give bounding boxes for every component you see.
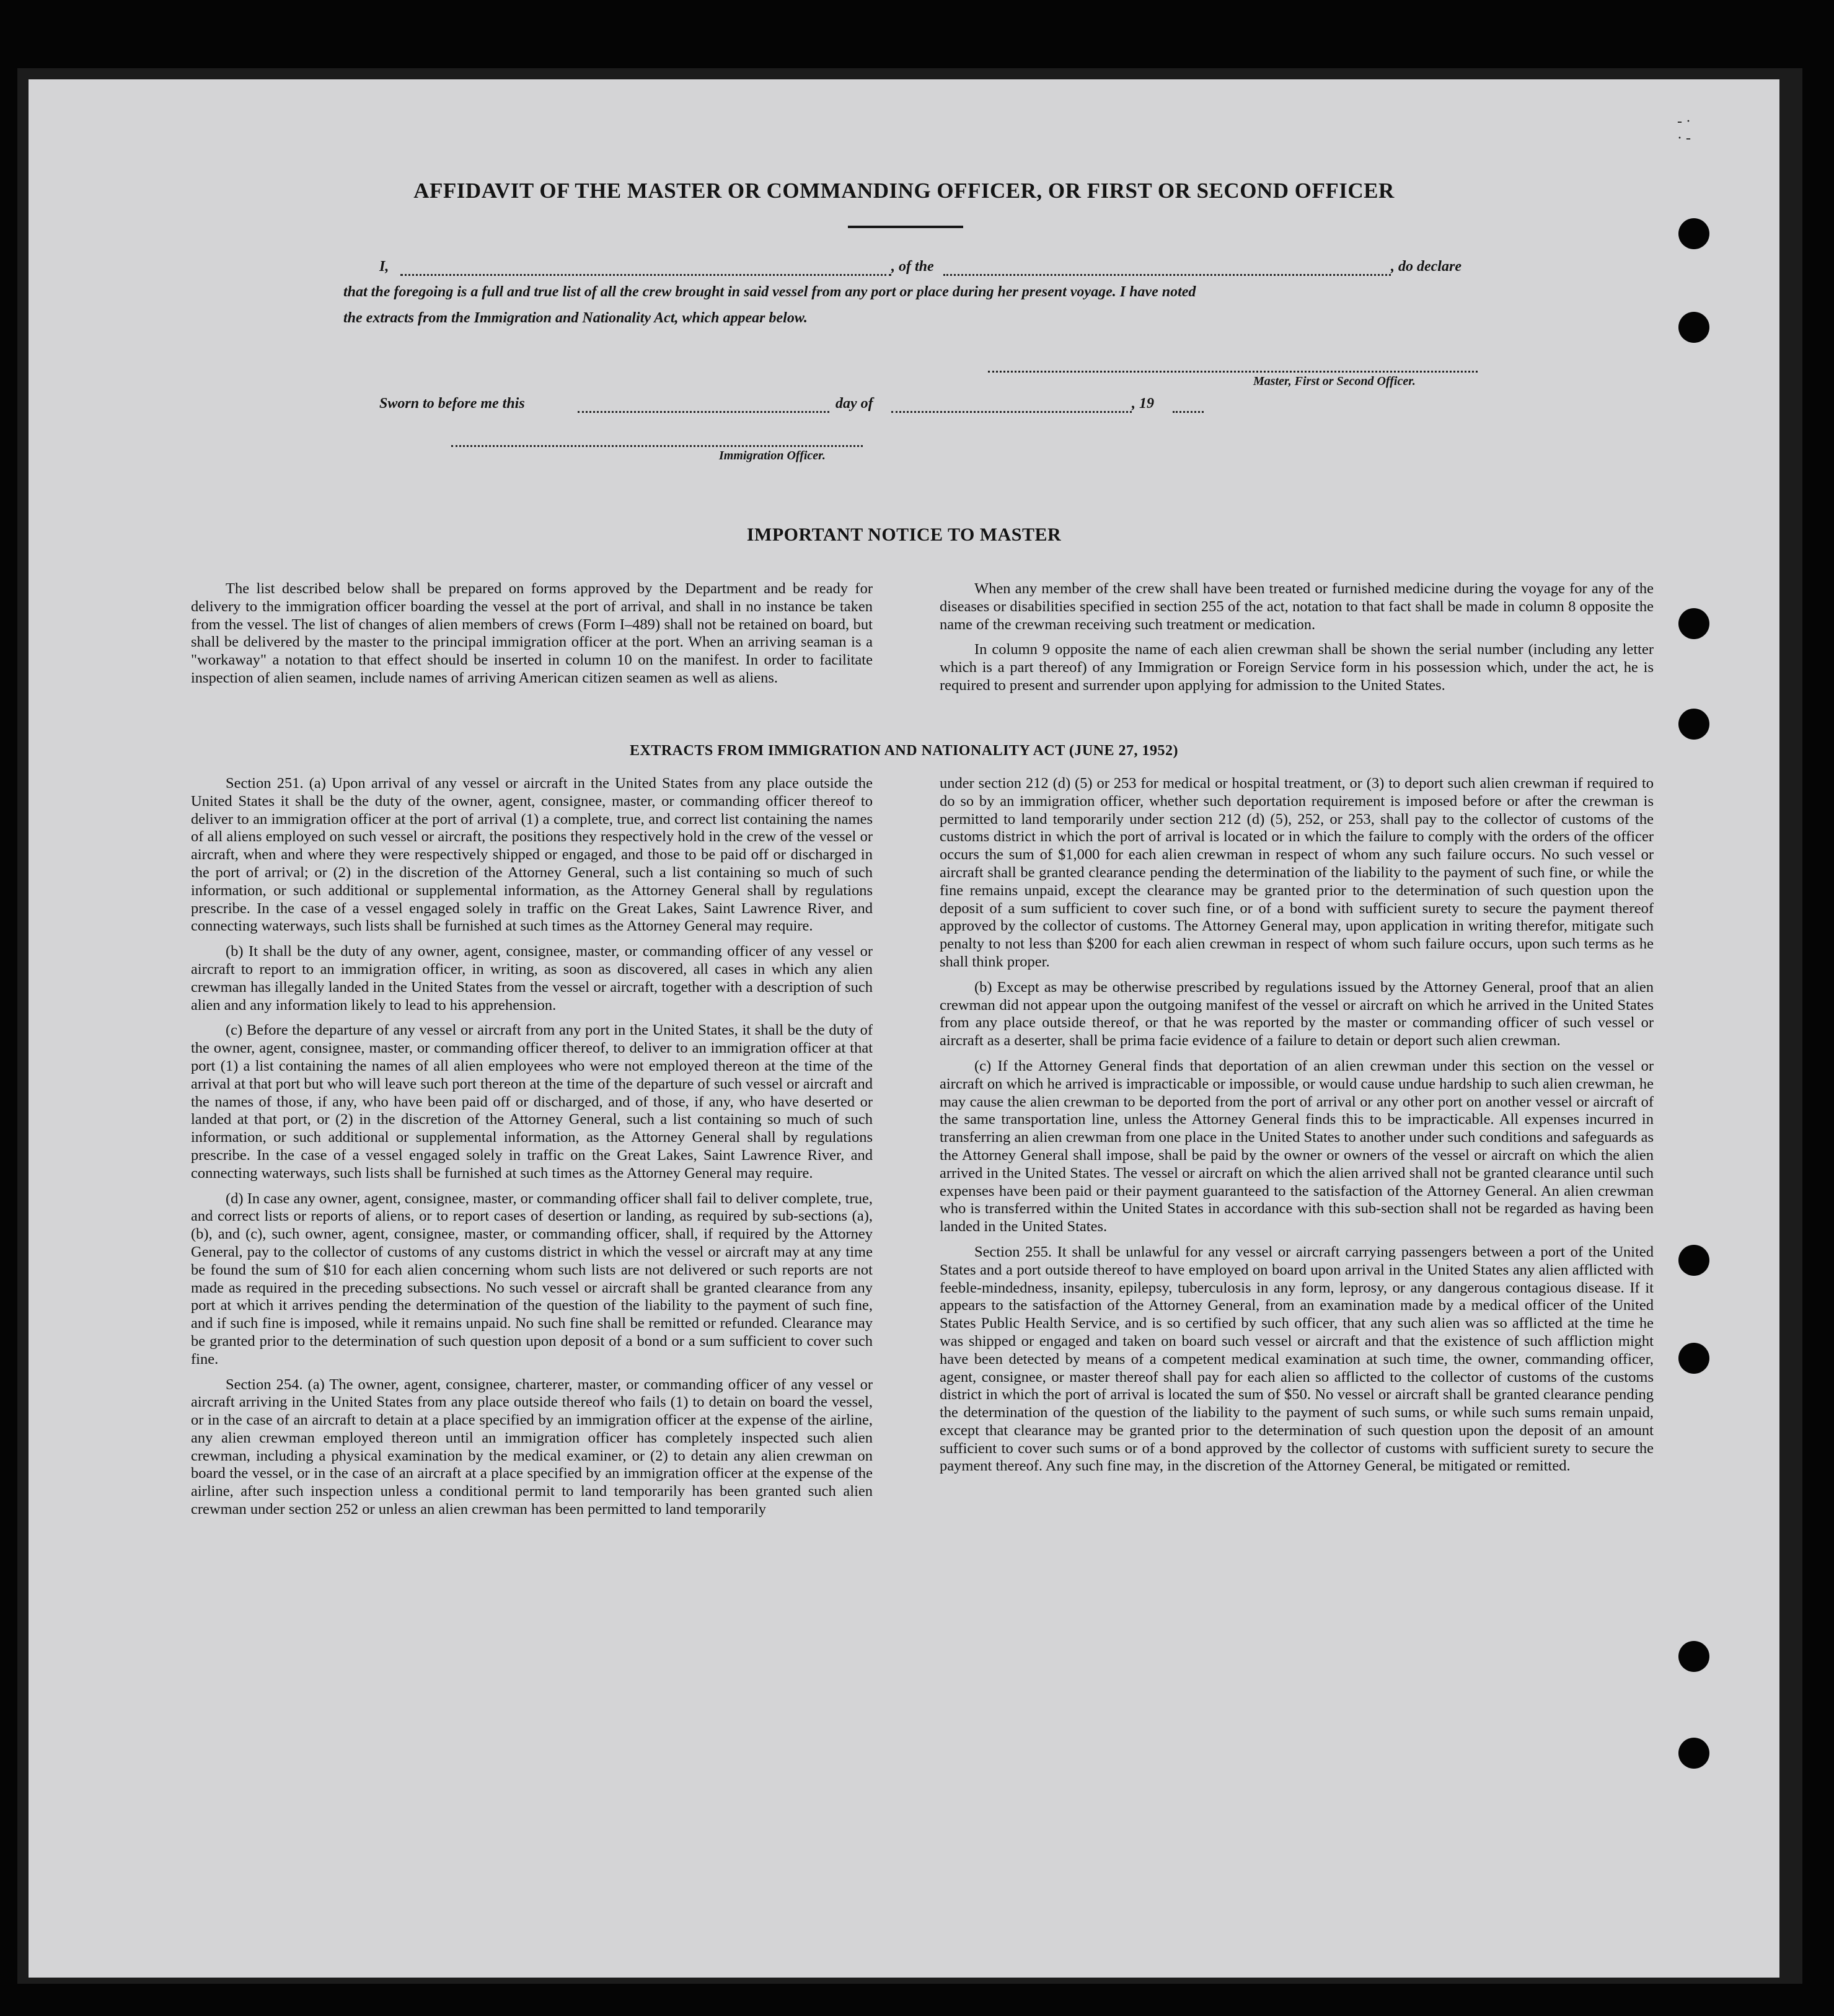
notice-right-paragraph-1: When any member of the crew shall have been treated or furnished medicine during the voyage for any of the diseases or disabilities specified in section 255 of the act, notation to that fact shall be made in column 8 opposite the name of the crewman receiving such treatment or medication. (940, 580, 1654, 633)
punch-hole (1678, 218, 1709, 249)
vessel-name-field[interactable] (943, 274, 1391, 276)
section-251-b: (b) It shall be the duty of any owner, agent, consignee, master, or commanding officer of any vessel or aircraft to report to an immigration officer, in writing, as soon as discovered, all cases in which any alien crewman has illegally landed in the United States from the vessel or aircraft, together with a description of such alien and any information likely to lead to his apprehension. (191, 943, 873, 1014)
notice-right-column (940, 580, 1654, 702)
notice-left-column (191, 580, 873, 695)
section-254-a: Section 254. (a) The owner, agent, consignee, charterer, master, or commanding officer of any vessel or aircraft arriving in the United States from any place outside thereof who fails (1) to detain on board the vessel, or in the case of an aircraft to detain at a place specified by an immigration officer at the expense of the airline, any alien crewman employed thereon until an immigration officer has completely inspected such alien crewman, including a physical examination by the medical examiner, or (2) to detain any alien crewman on board the vessel, or in the case of an aircraft at a place specified by an immigration officer at the expense of the airline, after such inspection unless a conditional permit to land temporarily has been granted such alien crewman under section 252 or unless an alien crewman has been permitted to land temporarily (191, 1376, 873, 1518)
section-254-c: (c) If the Attorney General finds that deportation of an alien crewman under this section on the vessel or aircraft on which he arrived is impracticable or impossible, or would cause undue hardship to such alien crewman, he may cause the alien crewman to be deported from the port of arrival or any other port on another vessel or aircraft of the same transportation line, unless the Attorney General finds this to be impracticable. All expenses incurred in transferring an alien crewman from one place in the United States to another under such conditions and safeguards as the Attorney General shall impose, shall be paid by the owner or owners of the vessel or aircraft on which the alien arrived in the United States. The vessel or aircraft on which the alien arrived shall not be granted clearance until such expenses have been paid or their payment guaranteed to the satisfaction of the Attorney General. An alien crewman who is transferred within the United States in accordance with this sub-section shall not be regarded as having been landed in the United States. (940, 1057, 1654, 1236)
extracts-right-column (940, 775, 1654, 1483)
day-of-label: day of (835, 396, 873, 412)
sworn-day-field[interactable] (578, 411, 829, 413)
extracts-title: EXTRACTS FROM IMMIGRATION AND NATIONALITY ACT (JUNE 27, 1952) (630, 743, 1178, 759)
punch-hole (1678, 1641, 1709, 1672)
section-254-b: (b) Except as may be otherwise prescribed by regulations issued by the Attorney General, proof that an alien crewman did not appear upon the outgoing manifest of the vessel or aircraft on which he arrived in the United States from any place outside thereof, or that he was reported by the master or commanding officer of such vessel or aircraft as a deserter, shall be prima facie evidence of a failure to detain or deport such alien crewman. (940, 978, 1654, 1050)
section-251-d: (d) In case any owner, agent, consignee, master, or commanding officer shall fail to deliver complete, true, and correct lists or reports of aliens, or to report cases of desertion or landing, as required by sub-sections (a), (b), and (c), such owner, agent, consignee, master, or commanding officer, shall, if required by the Attorney General, pay to the collector of customs of any customs district in which the vessel or aircraft may at any time be found the sum of $10 for each alien concerning whom such lists are not delivered or such reports are not made as required in the preceding subsections. No such vessel or aircraft shall be granted clearance from any port at which it arrives pending the determination of the question of the liability to the payment of such fine, and if such fine is imposed, while it remains unpaid. No such fine shall be remitted or refunded. Clearance may be granted prior to the determination of such question upon deposit of a bond or a sum sufficient to cover such fine. (191, 1190, 873, 1368)
affidavit-line-2: that the foregoing is a full and true list of all the crew brought in said vessel from any port or place during her present voyage. I have noted (343, 284, 1196, 300)
scan-specks: - · · - (1677, 113, 1691, 146)
document-page (29, 79, 1779, 1978)
sworn-month-field[interactable] (891, 411, 1132, 413)
master-signature-line[interactable] (988, 371, 1478, 373)
affidavit-do-declare-label: , do declare (1391, 259, 1461, 275)
extracts-left-column (191, 775, 873, 1526)
notice-right-paragraph-2: In column 9 opposite the name of each alien crewman shall be shown the serial number (including any letter which is a part thereof) of any Immigration or Foreign Service form in his possession which, under the act, he is required to present and surrender upon applying for admission to the United States. (940, 641, 1654, 694)
punch-hole (1678, 1343, 1709, 1374)
affidavit-i-label: I, (379, 259, 389, 275)
punch-hole (1678, 312, 1709, 343)
affidavit-of-the-label: , of the (891, 259, 934, 275)
title-underline (848, 226, 963, 228)
affidavit-line-3: the extracts from the Immigration and Nationality Act, which appear below. (343, 310, 808, 326)
section-251-a: Section 251. (a) Upon arrival of any vessel or aircraft in the United States from any place outside the United States it shall be the duty of the owner, agent, consignee, master, or commanding officer thereof to deliver to an immigration officer at the port of arrival (1) a complete, true, and correct list containing the names of all aliens employed on such vessel or aircraft, the positions they respectively hold in the crew of the vessel or aircraft, when and where they were respectively shipped or engaged, and those to be paid off or discharged in the port of arrival; or (2) in the discretion of the Attorney General, such a list containing so much of such information, or such additional or supplemental information, as the Attorney General shall by regulations prescribe. In the case of a vessel engaged solely in traffic on the Great Lakes, Saint Lawrence River, and connecting waterways, such lists shall be furnished at such times as the Attorney General may require. (191, 775, 873, 935)
section-255: Section 255. It shall be unlawful for any vessel or aircraft carrying passengers between a port of the United States and a port outside thereof to have employed on board upon arrival in the United States any alien afflicted with feeble-mindedness, insanity, epilepsy, tuberculosis in any form, leprosy, or any dangerous contagious disease. If it appears to the satisfaction of the Attorney General, from an examination made by a medical officer of the United States Public Health Service, and is so certified by such officer, that any such alien was so afflicted at the time he was shipped or engaged and taken on board such vessel or aircraft and that the existence of such affliction might have been detected by means of a competent medical examination at such time, the owner, commanding officer, agent, consignee, or master thereof shall pay for each alien so afflicted to the collector of customs of the customs district in which the port of arrival is located the sum of $50. No vessel or aircraft shall be granted clearance pending the determination of the question of the liability to the payment of such sums, or while such sums remain unpaid, except that clearance may be granted prior to the determination of such question upon the deposit of an amount sufficient to cover such sums or of a bond approved by the collector of customs with sufficient surety to secure the payment thereof. Any such fine may, in the discretion of the Attorney General, be mitigated or remitted. (940, 1243, 1654, 1475)
punch-hole (1678, 709, 1709, 740)
punch-hole (1678, 608, 1709, 639)
notice-left-paragraph: The list described below shall be prepared on forms approved by the Department and be ready for delivery to the immigration officer boarding the vessel at the port of arrival, and shall in no instance be taken from the vessel. The list of changes of alien members of crews (Form I–489) shall not be retained on board, but shall be delivered by the master to the principal immigration officer at the port. When an arriving seaman is a "workaway" a notation to that effect should be inserted in column 10 on the manifest. In order to facilitate inspection of alien seamen, include names of arriving American citizen seamen as well as aliens. (191, 580, 873, 686)
notice-title: IMPORTANT NOTICE TO MASTER (746, 524, 1062, 545)
punch-hole (1678, 1738, 1709, 1769)
section-254-a-continued: under section 212 (d) (5) or 253 for medical or hospital treatment, or (3) to deport such alien crewman if required to do so by an immigration officer, whether such deportation requirement is imposed before or after the crewman is permitted to land temporarily under section 212 (d) (5), 252, or 253, shall pay to the collector of customs of the customs district in which the port of arrival is located or in which the failure to comply with the orders of the officer occurs the sum of $1,000 for each alien crewman in respect of whom any such failure occurs. No such vessel or aircraft shall be granted clearance pending the determination of the liability to the payment of such fine, or while the fine remains unpaid, except the clearance may be granted prior to the determination of such question upon the deposit of a sum sufficient to cover such fine, or of a bond with sufficient surety to secure the payment thereof approved by the collector of customs. The Attorney General may, upon application in writing therefor, mitigate such penalty to not less than $200 for each alien crewman in respect of whom such failure occurs, upon such terms as he shall think proper. (940, 775, 1654, 970)
affidavit-title: AFFIDAVIT OF THE MASTER OR COMMANDING OFFICER, OR FIRST OR SECOND OFFICER (413, 179, 1395, 203)
immigration-officer-signature-line[interactable] (451, 445, 863, 447)
immigration-officer-caption: Immigration Officer. (719, 449, 826, 462)
year-prefix-label: , 19 (1132, 396, 1154, 412)
declarant-name-field[interactable] (400, 274, 891, 276)
sworn-label: Sworn to before me this (379, 396, 525, 412)
sworn-year-field[interactable] (1173, 411, 1204, 413)
punch-hole (1678, 1245, 1709, 1276)
master-signature-caption: Master, First or Second Officer. (1253, 374, 1416, 388)
section-251-c: (c) Before the departure of any vessel or aircraft from any port in the United States, it shall be the duty of the owner, agent, consignee, master, or commanding officer thereof, to deliver to an immigration officer at that port (1) a list containing the names of all alien employees who were not employed thereon at the time of the arrival at that port but who will leave such port thereon at the time of the departure of such vessel or aircraft and the names of those, if any, who have been paid off or discharged, and of those, if any, who have deserted or landed at that port, or (2) in the discretion of the Attorney General, such a list containing so much of such information, or such additional or supplemental information, as the Attorney General shall by regulations prescribe. In the case of a vessel engaged solely in traffic on the Great Lakes, Saint Lawrence River, and connecting waterways, such lists shall be furnished at such times as the Attorney General may require. (191, 1022, 873, 1182)
